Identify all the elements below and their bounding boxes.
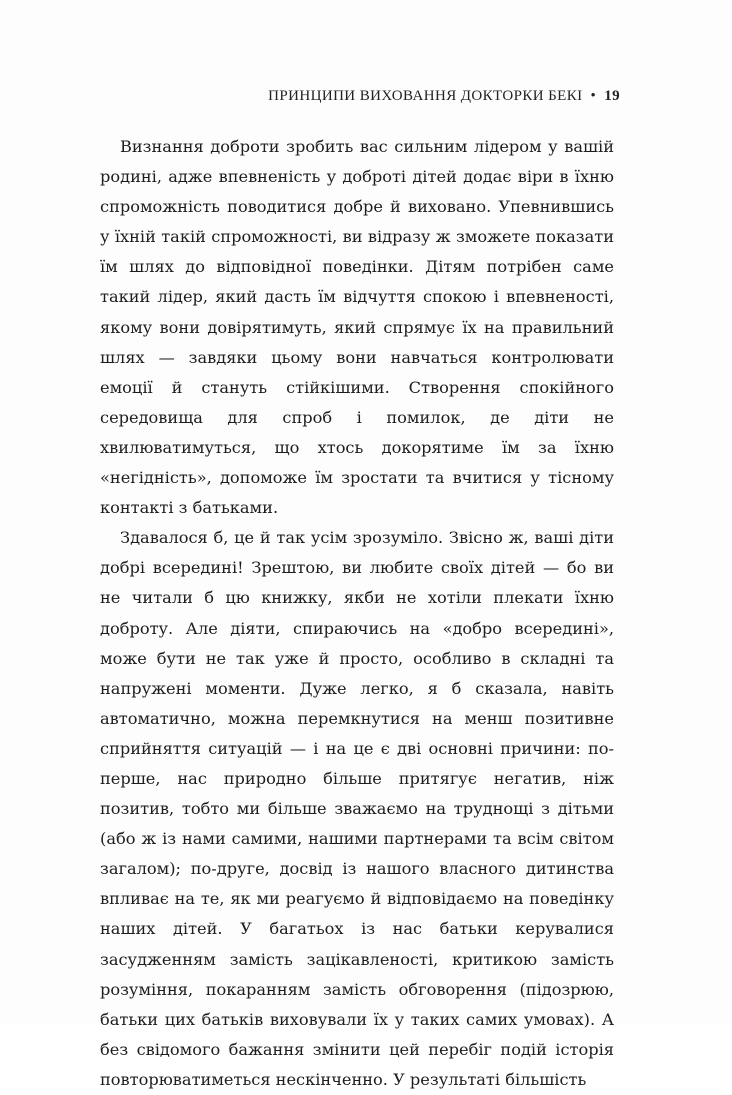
paragraph: Визнання доброти зробить вас сильним лідером у вашій родині, адже впевненість у доброті дітей додає віри в їхню спроможність поводитися добре й виховано. Упевнившись у їхній такій спроможності, ви відразу ж зможете показати їм шлях до відповідної поведінки. Дітям потрібен саме такий лідер, який дасть їм відчуття спокою і впевненості, якому вони довірятимуть, який спрямує їх на правильний шлях — завдяки цьому вони навчаться контролювати емоції й стануть стійкішими. Створення спокійного середовища для спроб і помилок, де діти не хвилюватимуться, що хтось докорятиме їм за їхню «негідність», допоможе їм зростати та вчитися у тісному контакті з батьками. bbox=[100, 137, 614, 518]
paragraph: Здавалося б, це й так усім зрозуміло. Звісно ж, ваші діти добрі всередині! Зрештою, ви любите своїх дітей — бо ви не читали б цю книжку, якби не хотіли плекати їхню доброту. Але діяти, спираючись на «добро всередині», може бути не так уже й просто, особливо в складні та напружені моменти. Дуже легко, я б сказала, навіть автоматично, можна перемкнутися на менш позитивне сприйняття ситуацій — і на це є дві основні причини: по-перше, нас природно більше притягує негатив, ніж позитив, тобто ми більше зважаємо на труднощі з дітьми (або ж із нами самими, нашими партнерами та всім світом загалом); по-друге, досвід із нашого власного дитинства впливає на те, як ми реагуємо й відповідаємо на поведінку наших дітей. У багатьох із нас батьки керувалися засудженням замість зацікавленості, критикою замість розуміння, покаранням замість обговорення (підозрюю, батьки цих батьків виховували їх у таких самих умовах). А без свідомого бажання змінити цей перебіг подій історія повторюватиметься нескінченно. У результаті більшість bbox=[100, 528, 614, 1089]
running-head-separator: • bbox=[590, 88, 597, 104]
body-text bbox=[100, 132, 614, 1095]
page-number: 19 bbox=[604, 88, 620, 104]
running-head-title: ПРИНЦИПИ ВИХОВАННЯ ДОКТОРКИ БЕКІ bbox=[268, 88, 583, 104]
running-header bbox=[100, 88, 620, 105]
